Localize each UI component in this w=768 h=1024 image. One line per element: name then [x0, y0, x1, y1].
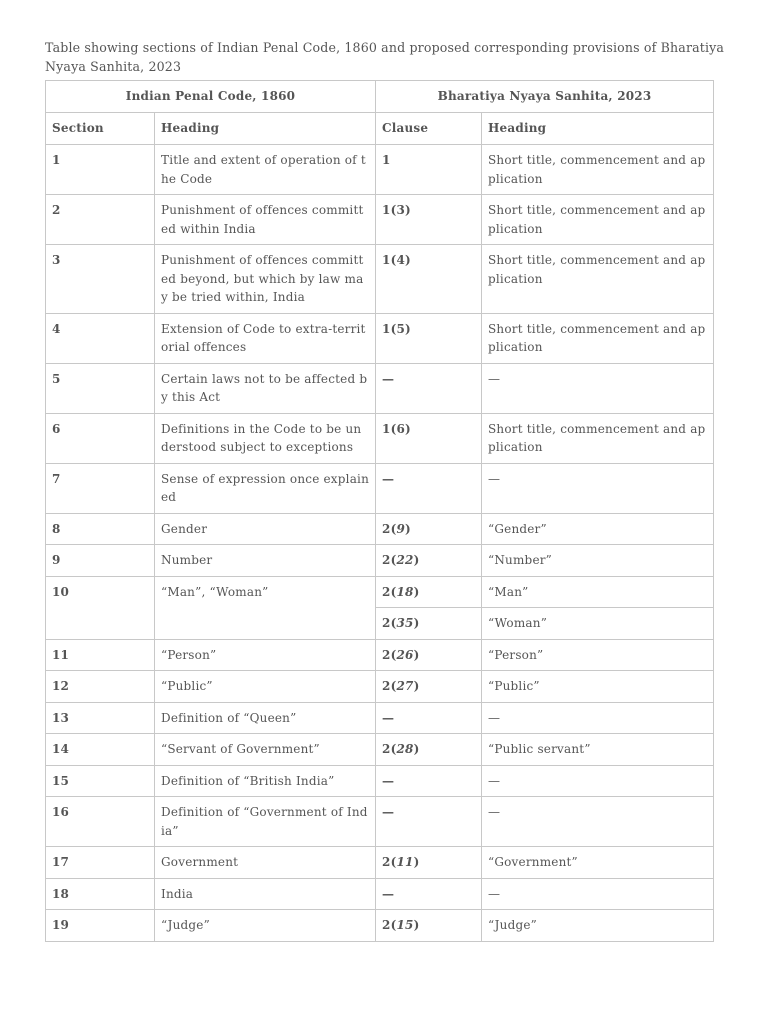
- ipc-heading: Certain laws not to be affected by this Act: [155, 363, 376, 413]
- table-row: [46, 910, 714, 942]
- bns-heading: “Gender”: [482, 513, 714, 545]
- bns-heading: “Government”: [482, 847, 714, 879]
- clause-column-header: Clause: [376, 113, 482, 145]
- bns-heading: Short title, commencement and application: [482, 145, 714, 195]
- table-row: [46, 545, 714, 577]
- clause-close-paren: ): [413, 855, 420, 869]
- ipc-heading: “Servant of Government”: [155, 734, 376, 766]
- table-row: [46, 463, 714, 513]
- section-number: 11: [46, 639, 155, 671]
- clause-subnumber: 15: [396, 918, 414, 932]
- ipc-heading: Title and extent of operation of the Code: [155, 145, 376, 195]
- bns-clause: [376, 576, 482, 608]
- bns-clause: —: [376, 463, 482, 513]
- column-header-row: [46, 113, 714, 145]
- section-number: 7: [46, 463, 155, 513]
- bns-heading: —: [482, 797, 714, 847]
- clause-subnumber: 26: [396, 647, 414, 662]
- table-row: [46, 413, 714, 463]
- bns-heading: —: [482, 702, 714, 734]
- bns-clause: [376, 910, 482, 942]
- bns-heading: —: [482, 363, 714, 413]
- bns-clause: [376, 639, 482, 671]
- table-caption: Table showing sections of Indian Penal Code, 1860 and proposed corresponding provisions of Bharatiya Nyaya Sanhita, 2023: [45, 40, 725, 74]
- bns-clause: [376, 608, 482, 640]
- section-number: 10: [46, 576, 155, 639]
- ipc-heading: Definition of “Government of India”: [155, 797, 376, 847]
- bns-clause: —: [376, 702, 482, 734]
- ipc-heading: “Public”: [155, 671, 376, 703]
- section-number: 17: [46, 847, 155, 879]
- bns-heading: Short title, commencement and application: [482, 245, 714, 314]
- table-row: [46, 797, 714, 847]
- table-row: [46, 847, 714, 879]
- section-number: 12: [46, 671, 155, 703]
- clause-prefix: 2(: [382, 679, 397, 693]
- clause-prefix: 2(: [382, 584, 397, 599]
- table-row: [46, 671, 714, 703]
- bns-clause: —: [376, 878, 482, 910]
- clause-close-paren: ): [413, 679, 420, 693]
- bns-heading: “Public”: [482, 671, 714, 703]
- clause-close-paren: ): [413, 616, 420, 630]
- clause-prefix: 2(: [382, 647, 397, 662]
- table-row: [46, 363, 714, 413]
- section-number: 1: [46, 145, 155, 195]
- clause-subnumber: 18: [396, 584, 414, 599]
- section-number: 13: [46, 702, 155, 734]
- bns-heading: “Number”: [482, 545, 714, 577]
- bns-heading: “Judge”: [482, 910, 714, 942]
- bns-heading: “Public servant”: [482, 734, 714, 766]
- clause-subnumber: 28: [396, 742, 414, 756]
- ipc-heading: Extension of Code to extra-territorial offences: [155, 313, 376, 363]
- ipc-heading: Definitions in the Code to be understood subject to exceptions: [155, 413, 376, 463]
- clause-close-paren: ): [413, 584, 420, 599]
- bns-clause: 1: [376, 145, 482, 195]
- bns-group-header: Bharatiya Nyaya Sanhita, 2023: [376, 81, 714, 113]
- table-row: [46, 576, 714, 608]
- clause-subnumber: 22: [396, 553, 414, 567]
- clause-prefix: 2(: [382, 616, 397, 630]
- section-number: 4: [46, 313, 155, 363]
- section-number: 15: [46, 765, 155, 797]
- ipc-heading: Punishment of offences committed within India: [155, 195, 376, 245]
- clause-subnumber: 11: [396, 855, 414, 869]
- ipc-heading-column-header: Heading: [155, 113, 376, 145]
- clause-close-paren: ): [413, 918, 420, 932]
- bns-clause: —: [376, 765, 482, 797]
- bns-heading: “Woman”: [482, 608, 714, 640]
- section-number: 2: [46, 195, 155, 245]
- clause-prefix: 2(: [382, 521, 397, 536]
- table-row: [46, 734, 714, 766]
- bns-clause: 1(4): [376, 245, 482, 314]
- bns-clause: 1(3): [376, 195, 482, 245]
- bns-heading: Short title, commencement and application: [482, 413, 714, 463]
- ipc-heading: Sense of expression once explained: [155, 463, 376, 513]
- bns-clause: [376, 513, 482, 545]
- table-row: [46, 245, 714, 314]
- ipc-heading: “Person”: [155, 639, 376, 671]
- clause-close-paren: ): [413, 553, 420, 567]
- bns-heading-column-header: Heading: [482, 113, 714, 145]
- bns-clause: —: [376, 363, 482, 413]
- ipc-heading: “Judge”: [155, 910, 376, 942]
- section-number: 16: [46, 797, 155, 847]
- bns-heading: Short title, commencement and application: [482, 313, 714, 363]
- clause-subnumber: 35: [396, 616, 414, 630]
- table-row: [46, 195, 714, 245]
- section-number: 3: [46, 245, 155, 314]
- clause-subnumber: 27: [396, 679, 414, 693]
- ipc-heading: Gender: [155, 513, 376, 545]
- bns-clause: 1(6): [376, 413, 482, 463]
- table-row: [46, 878, 714, 910]
- ipc-heading: Punishment of offences committed beyond, but which by law may be tried within, India: [155, 245, 376, 314]
- table-row: [46, 145, 714, 195]
- clause-close-paren: ): [413, 647, 420, 662]
- bns-clause: [376, 734, 482, 766]
- ipc-bns-comparison-table: [45, 80, 714, 942]
- bns-heading: —: [482, 463, 714, 513]
- clause-prefix: 2(: [382, 855, 397, 869]
- bns-clause: 1(5): [376, 313, 482, 363]
- bns-clause: —: [376, 797, 482, 847]
- table-row: [46, 765, 714, 797]
- bns-heading: —: [482, 878, 714, 910]
- bns-clause: [376, 545, 482, 577]
- bns-heading: Short title, commencement and application: [482, 195, 714, 245]
- section-number: 18: [46, 878, 155, 910]
- ipc-group-header: Indian Penal Code, 1860: [46, 81, 376, 113]
- bns-heading: “Man”: [482, 576, 714, 608]
- section-number: 6: [46, 413, 155, 463]
- ipc-heading: “Man”, “Woman”: [155, 576, 376, 639]
- bns-clause: [376, 671, 482, 703]
- section-number: 9: [46, 545, 155, 577]
- bns-clause: [376, 847, 482, 879]
- ipc-heading: Definition of “Queen”: [155, 702, 376, 734]
- clause-close-paren: ): [405, 521, 411, 536]
- table-row: [46, 702, 714, 734]
- table-row: [46, 513, 714, 545]
- bns-heading: “Person”: [482, 639, 714, 671]
- bns-heading: —: [482, 765, 714, 797]
- clause-close-paren: ): [413, 742, 420, 756]
- clause-prefix: 2(: [382, 553, 397, 567]
- table-body: [46, 145, 714, 942]
- ipc-heading: Government: [155, 847, 376, 879]
- clause-prefix: 2(: [382, 742, 397, 756]
- section-column-header: Section: [46, 113, 155, 145]
- clause-subnumber: 9: [396, 521, 406, 536]
- ipc-heading: India: [155, 878, 376, 910]
- group-header-row: [46, 81, 714, 113]
- clause-prefix: 2(: [382, 918, 397, 932]
- ipc-heading: Definition of “British India”: [155, 765, 376, 797]
- section-number: 8: [46, 513, 155, 545]
- ipc-heading: Number: [155, 545, 376, 577]
- section-number: 19: [46, 910, 155, 942]
- section-number: 5: [46, 363, 155, 413]
- table-row: [46, 639, 714, 671]
- table-row: [46, 313, 714, 363]
- section-number: 14: [46, 734, 155, 766]
